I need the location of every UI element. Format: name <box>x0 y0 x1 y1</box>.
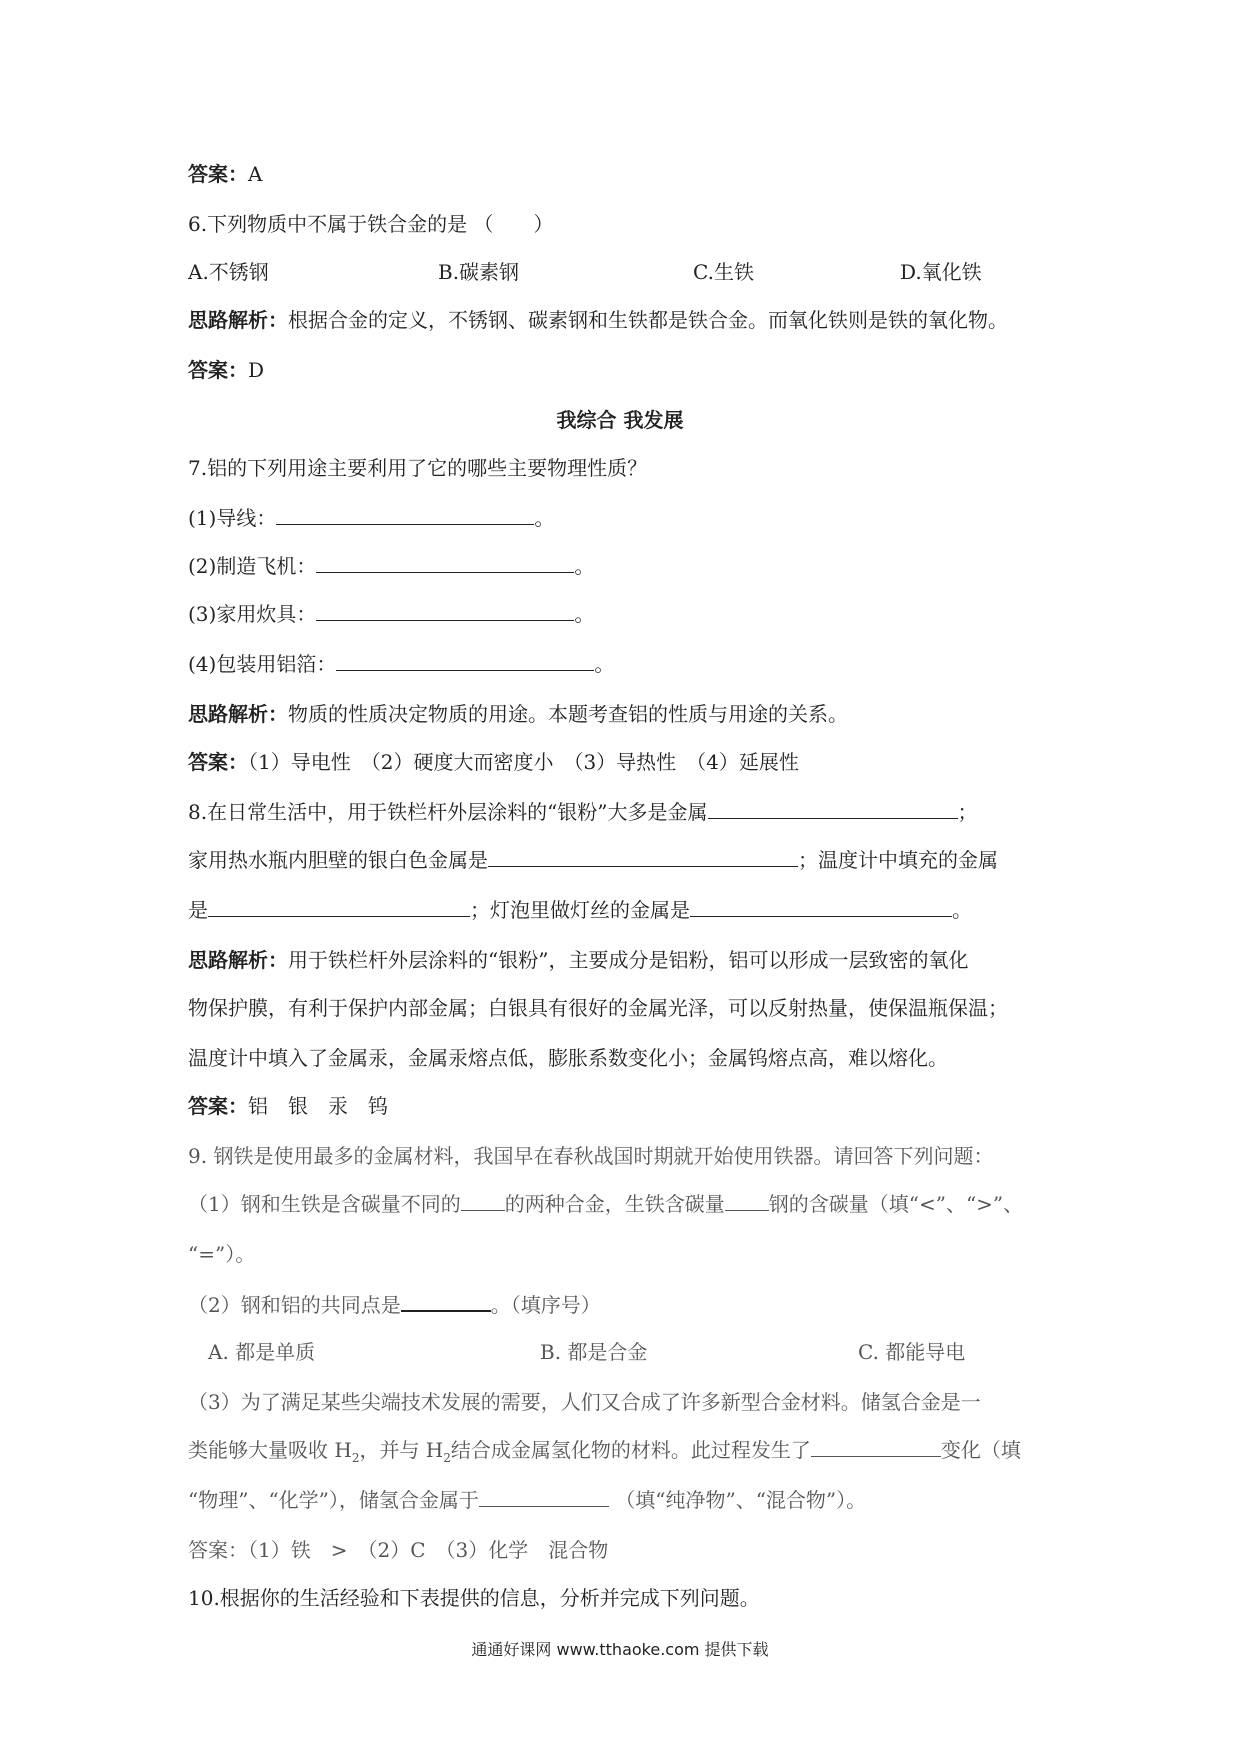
answer-label: 答案： <box>188 162 248 186</box>
blank <box>708 798 958 819</box>
q8-text: ；温度计中填充的金属 <box>798 848 998 872</box>
blank <box>336 650 594 671</box>
answer-label: 答案： <box>188 1094 248 1118</box>
q9-text: （填“纯净物”、“混合物”）。 <box>608 1488 867 1512</box>
answer-value: （1）导电性 （2）硬度大而密度小 （3）导热性 （4）延展性 <box>248 750 799 774</box>
q7-item-4 <box>188 650 614 678</box>
q7-item-1 <box>188 504 554 532</box>
q7-answer <box>188 748 799 776</box>
q9-text: ，并与 H <box>359 1438 444 1462</box>
q8-answer <box>188 1092 388 1120</box>
answer-value: A <box>248 162 263 186</box>
item-label: (3)家用炊具： <box>188 602 317 626</box>
blank <box>479 1486 609 1507</box>
q10-stem: 10.根据你的生活经验和下表提供的信息，分析并完成下列问题。 <box>188 1586 760 1610</box>
q8-text: 8.在日常生活中，用于铁栏杆外层涂料的“银粉”大多是金属 <box>188 800 708 824</box>
q7-item-2 <box>188 552 594 580</box>
blank <box>316 600 574 621</box>
q8-line-2 <box>188 846 998 874</box>
item-end: 。 <box>574 602 595 626</box>
answer-label: 答案： <box>188 358 248 382</box>
q9-stem: 9. 钢铁是使用最多的金属材料，我国早在春秋战国时期就开始使用铁器。请回答下列问题： <box>188 1144 994 1168</box>
q9-option-b: B. 都是合金 <box>540 1340 648 1364</box>
answer-value: 铝 银 汞 钨 <box>248 1094 388 1118</box>
q8-analysis-3: 温度计中填入了金属汞，金属汞熔点低，膨胀系数变化小；金属钨熔点高，难以熔化。 <box>188 1046 948 1070</box>
subscript: 2 <box>443 1451 451 1465</box>
blank <box>208 896 470 917</box>
q6-answer <box>188 356 264 384</box>
q6-option-d: D.氧化铁 <box>900 260 982 284</box>
q9-text: （1）钢和生铁是含碳量不同的 <box>188 1192 461 1216</box>
blank <box>276 504 534 525</box>
analysis-label: 思路解析： <box>188 702 288 726</box>
blank <box>725 1190 769 1211</box>
section-title: 我综合 我发展 <box>556 408 684 432</box>
blank <box>488 846 798 867</box>
q8-text: ；灯泡里做灯丝的金属是 <box>470 898 690 922</box>
item-label: (4)包装用铝箔： <box>188 652 337 676</box>
item-end: 。 <box>534 506 555 530</box>
q9-text: 钢的含碳量（填“<”、“>”、 <box>768 1192 1024 1216</box>
q9-text: 。（填序号） <box>490 1293 601 1317</box>
q7-item-3 <box>188 600 594 628</box>
q5-answer <box>188 160 262 188</box>
q9-text: “物理”、“化学”），储氢合金属于 <box>188 1488 479 1512</box>
q9-text: 类能够大量吸收 H <box>188 1438 352 1462</box>
q6-option-c: C.生铁 <box>693 260 754 284</box>
q9-text: （2）钢和铝的共同点是 <box>188 1293 401 1317</box>
q8-analysis-1 <box>188 946 968 974</box>
analysis-text: 物质的性质决定物质的用途。本题考查铝的性质与用途的关系。 <box>288 702 848 726</box>
analysis-text: 用于铁栏杆外层涂料的“银粉”，主要成分是铝粉，铝可以形成一层致密的氧化 <box>288 948 969 972</box>
q8-line-1 <box>188 798 978 826</box>
q6-stem: 6.下列物质中不属于铁合金的是 （ ） <box>188 212 554 236</box>
blank <box>690 896 952 917</box>
answer-value: D <box>248 358 265 382</box>
q9-option-a: A. 都是单质 <box>208 1340 316 1364</box>
q8-text: 是 <box>188 898 208 922</box>
q8-line-3 <box>188 896 972 924</box>
item-label: (1)导线： <box>188 506 277 530</box>
q9-part-1-cont: “=”）。 <box>188 1242 256 1266</box>
q6-analysis <box>188 306 1008 334</box>
q9-text: 结合成金属氢化物的材料。此过程发生了 <box>450 1438 811 1462</box>
q8-text-end: 。 <box>952 898 972 922</box>
blank <box>461 1190 505 1211</box>
blank <box>811 1436 941 1457</box>
q6-option-a: A.不锈钢 <box>188 260 269 284</box>
q9-part-1 <box>188 1190 1023 1218</box>
answer-label: 答案： <box>188 750 248 774</box>
q9-text: 变化（填 <box>940 1438 1021 1462</box>
analysis-text: 根据合金的定义，不锈钢、碳素钢和生铁都是铁合金。而氧化铁则是铁的氧化物。 <box>288 308 1008 332</box>
q8-text-end: ； <box>957 800 978 824</box>
analysis-label: 思路解析： <box>188 308 288 332</box>
blank <box>316 552 574 573</box>
q6-option-b: B.碳素钢 <box>438 260 520 284</box>
q8-analysis-2: 物保护膜，有利于保护内部金属；白银具有很好的金属光泽，可以反射热量，使保温瓶保温； <box>188 996 1008 1020</box>
q7-stem: 7.铝的下列用途主要利用了它的哪些主要物理性质？ <box>188 456 648 480</box>
q9-option-c: C. 都能导电 <box>858 1340 966 1364</box>
q7-analysis <box>188 700 848 728</box>
page-footer: 通通好课网 www.tthaoke.com 提供下载 <box>471 1640 769 1659</box>
item-label: (2)制造飞机： <box>188 554 317 578</box>
analysis-label: 思路解析： <box>188 948 288 972</box>
q9-answer: 答案：（1）铁 > （2）C （3）化学 混合物 <box>188 1538 609 1562</box>
item-end: 。 <box>594 652 615 676</box>
item-end: 。 <box>574 554 595 578</box>
subscript: 2 <box>351 1451 360 1465</box>
q9-part-2 <box>188 1290 601 1319</box>
q9-part-3-line-2 <box>188 1436 1021 1472</box>
blank <box>401 1290 491 1312</box>
q9-text: 的两种合金，生铁含碳量 <box>504 1192 725 1216</box>
q9-part-3-line-3 <box>188 1486 866 1514</box>
q8-text: 家用热水瓶内胆壁的银白色金属是 <box>188 848 488 872</box>
q9-part-3: （3）为了满足某些尖端技术发展的需要，人们又合成了许多新型合金材料。储氢合金是一 <box>188 1390 981 1414</box>
